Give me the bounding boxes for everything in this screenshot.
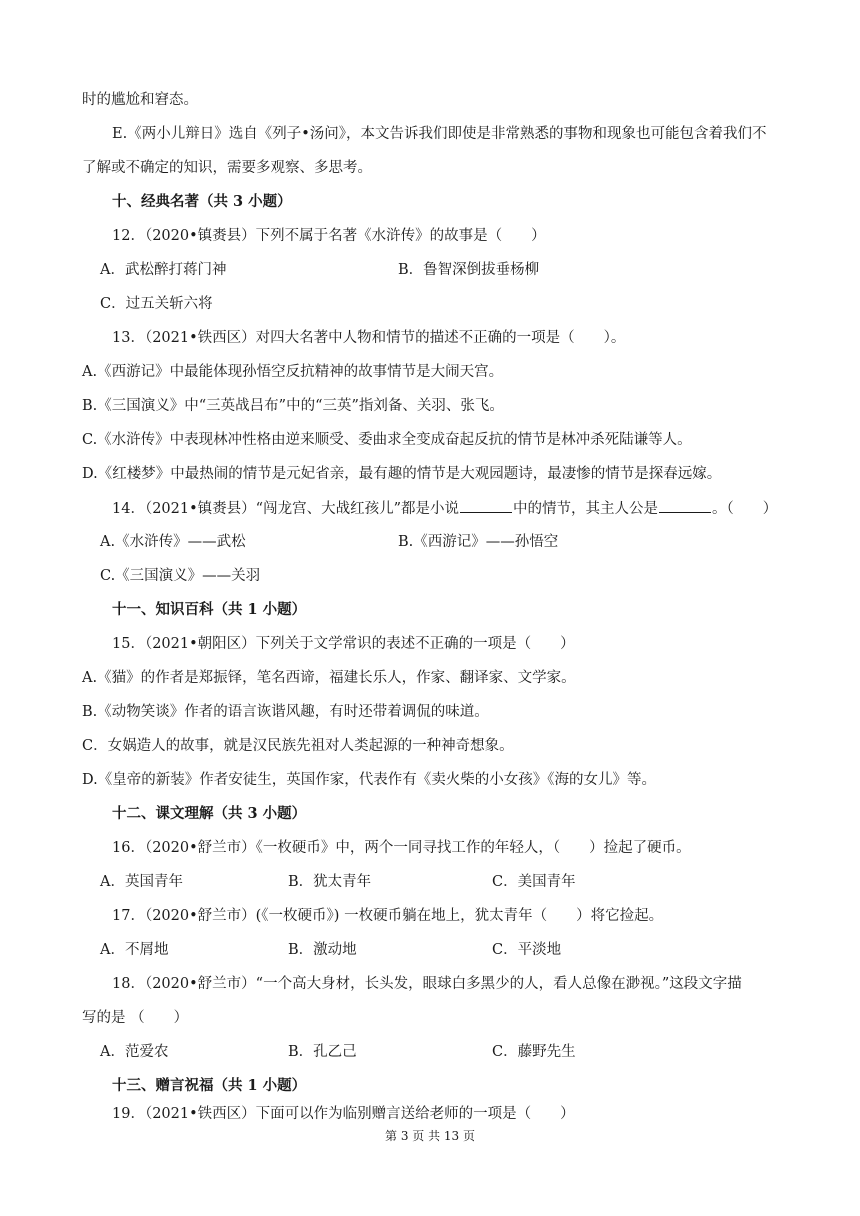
option-a: A.《西游记》中最能体现孙悟空反抗精神的故事情节是大闹天宫。 xyxy=(82,364,504,380)
option-c: C．过五关斩六将 xyxy=(100,296,213,312)
text-line: 时的尴尬和窘态。 xyxy=(82,92,198,108)
option-d: D.《红楼梦》中最热闹的情节是元妃省亲，最有趣的情节是大观园题诗，最凄惨的情节是探春远嫁。 xyxy=(82,466,722,482)
option-c: C．藤野先生 xyxy=(492,1044,576,1060)
option-c: C．美国青年 xyxy=(492,874,576,890)
option-b: B.《动物笑谈》作者的语言诙谐风趣，有时还带着调侃的味道。 xyxy=(82,704,489,720)
stem-part: 中的情节，其主人公是 xyxy=(512,501,658,517)
option-a: A．英国青年 xyxy=(100,874,183,890)
option-c: C．女娲造人的故事，就是汉民族先祖对人类起源的一种神奇想象。 xyxy=(82,738,514,754)
option-b: B.《西游记》——孙悟空 xyxy=(398,534,559,550)
section-heading: 十三、赠言祝福（共 1 小题） xyxy=(112,1077,307,1094)
option-a: A.《猫》的作者是郑振铎，笔名西谛，福建长乐人，作家、翻译家、文学家。 xyxy=(82,670,576,686)
question-stem: 17．（2020•舒兰市）(《一枚硬币》) 一枚硬币躺在地上，犹太青年（ ）将它捡起。 xyxy=(112,908,664,924)
option-b: B．孔乙己 xyxy=(288,1044,357,1060)
question-stem: 12．（2020•镇赉县）下列不属于名著《水浒传》的故事是（ ） xyxy=(112,228,546,244)
text-line: 了解或不确定的知识，需要多观察、多思考。 xyxy=(82,160,372,176)
answer-blank xyxy=(659,498,711,513)
answer-blank xyxy=(460,498,512,513)
stem-part: 。（ ） xyxy=(711,501,778,517)
text-line: E.《两小儿辩日》选自《列子•汤问》，本文告诉我们即使是非常熟悉的事物和现象也可能包含着我们不 xyxy=(112,126,767,142)
option-c: C．平淡地 xyxy=(492,942,562,958)
question-stem xyxy=(112,498,800,519)
option-b: B．犹太青年 xyxy=(288,874,372,890)
option-b: B.《三国演义》中“三英战吕布”中的“三英”指刘备、关羽、张飞。 xyxy=(82,398,504,414)
question-stem: 16．（2020•舒兰市）《一枚硬币》中，两个一同寻找工作的年轻人，（ ）捡起了硬币。 xyxy=(112,840,691,856)
page-footer: 第 3 页 共 13 页 xyxy=(385,1129,475,1143)
question-stem: 19．（2021•铁西区）下面可以作为临别赠言送给老师的一项是（ ） xyxy=(112,1106,575,1122)
question-stem: 15．（2021•朝阳区）下列关于文学常识的表述不正确的一项是（ ） xyxy=(112,636,575,652)
option-a: A．范爱农 xyxy=(100,1044,169,1060)
section-heading: 十二、课文理解（共 3 小题） xyxy=(112,805,307,822)
option-a: A．武松醉打蒋门神 xyxy=(100,262,227,278)
option-b: B．鲁智深倒拔垂杨柳 xyxy=(398,262,540,278)
question-stem-cont: 写的是 （ ） xyxy=(82,1010,189,1026)
option-a: A．不屑地 xyxy=(100,942,169,958)
option-a: A.《水浒传》——武松 xyxy=(100,534,246,550)
option-b: B．激动地 xyxy=(288,942,357,958)
section-heading: 十一、知识百科（共 1 小题） xyxy=(112,601,307,618)
option-c: C.《三国演义》——关羽 xyxy=(100,568,261,584)
option-d: D.《皇帝的新装》作者安徒生，英国作家，代表作有《卖火柴的小女孩》《海的女儿》等。 xyxy=(82,772,656,788)
question-stem: 13．（2021•铁西区）对四大名著中人物和情节的描述不正确的一项是（ ）。 xyxy=(112,330,626,346)
option-c: C.《水浒传》中表现林冲性格由逆来顺受、委曲求全变成奋起反抗的情节是林冲杀死陆谦等人。 xyxy=(82,432,692,448)
stem-part: 14．（2021•镇赉县）“闯龙宫、大战红孩儿”都是小说 xyxy=(112,501,459,517)
section-heading: 十、经典名著（共 3 小题） xyxy=(112,193,292,210)
question-stem: 18．（2020•舒兰市）“一个高大身材，长头发，眼球白多黑少的人，看人总像在渺视。”这段文字描 xyxy=(112,976,742,992)
